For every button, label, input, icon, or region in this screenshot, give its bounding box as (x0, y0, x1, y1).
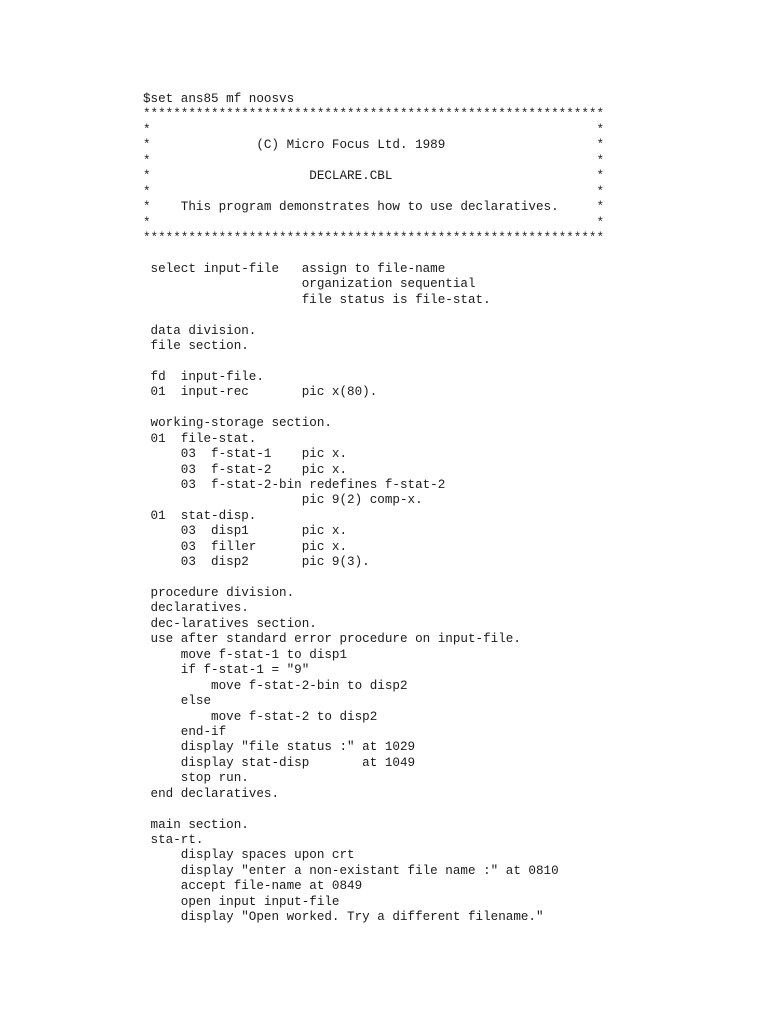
code-line: * (C) Micro Focus Ltd. 1989 * (143, 138, 605, 153)
code-line: ************************************************************* (143, 230, 605, 245)
code-line (143, 571, 604, 586)
code-line: * * (143, 153, 605, 168)
code-line: accept file-name at 0849 (143, 879, 363, 894)
code-line (143, 802, 604, 817)
code-line (143, 401, 604, 416)
code-line: use after standard error procedure on input-file. (143, 632, 521, 647)
code-line: fd input-file. (143, 369, 264, 384)
code-line: ************************************************************* (143, 107, 605, 122)
code-line: move f-stat-2 to disp2 (143, 709, 378, 724)
code-line: end-if (143, 724, 227, 739)
code-line: 03 f-stat-1 pic x. (143, 447, 348, 462)
code-line: if f-stat-1 = "9" (143, 663, 310, 678)
code-line: 03 filler pic x. (143, 539, 348, 554)
code-line: select input-file assign to file-name (143, 261, 446, 276)
code-line: 03 f-stat-2-bin redefines f-stat-2 (143, 477, 446, 492)
code-line: sta-rt. (143, 833, 204, 847)
code-line: $set ans85 mf noosvs (143, 92, 295, 106)
cobol-source-listing (143, 92, 604, 926)
code-line: declaratives. (143, 601, 249, 616)
code-line: file section. (143, 339, 249, 353)
code-line: file status is file-stat. (143, 292, 491, 307)
code-line (143, 246, 604, 261)
code-line: procedure division. (143, 586, 295, 600)
code-line: stop run. (143, 771, 249, 786)
code-line: open input input-file (143, 894, 340, 909)
code-line: organization sequential (143, 277, 476, 292)
code-line: display "file status :" at 1029 (143, 740, 416, 755)
code-line: main section. (143, 817, 249, 832)
code-line: display "Open worked. Try a different filename." (143, 910, 544, 925)
code-line: * This program demonstrates how to use declaratives. * (143, 200, 605, 215)
code-line: * * (143, 122, 605, 137)
code-line: dec-laratives section. (143, 616, 317, 631)
code-line (143, 354, 604, 369)
code-line: * DECLARE.CBL * (143, 169, 605, 184)
code-line: 03 disp2 pic 9(3). (143, 555, 370, 570)
code-line: pic 9(2) comp-x. (143, 493, 423, 508)
code-line (143, 308, 604, 323)
code-line: display "enter a non-existant file name :" at 0810 (143, 863, 559, 878)
code-line: else (143, 694, 212, 709)
code-line: 03 f-stat-2 pic x. (143, 462, 348, 477)
code-line: move f-stat-2-bin to disp2 (143, 678, 408, 693)
code-line: 01 stat-disp. (143, 508, 257, 523)
code-line: display spaces upon crt (143, 848, 355, 863)
code-line: display stat-disp at 1049 (143, 755, 416, 770)
code-line: * * (143, 184, 605, 199)
code-line: 01 input-rec pic x(80). (143, 385, 378, 400)
code-line: data division. (143, 323, 257, 338)
code-line: move f-stat-1 to disp1 (143, 647, 348, 662)
code-line: 01 file-stat. (143, 431, 257, 446)
code-line: end declaratives. (143, 786, 280, 801)
code-line: * * (143, 215, 605, 230)
code-line: working-storage section. (143, 416, 332, 431)
code-line: 03 disp1 pic x. (143, 524, 348, 539)
